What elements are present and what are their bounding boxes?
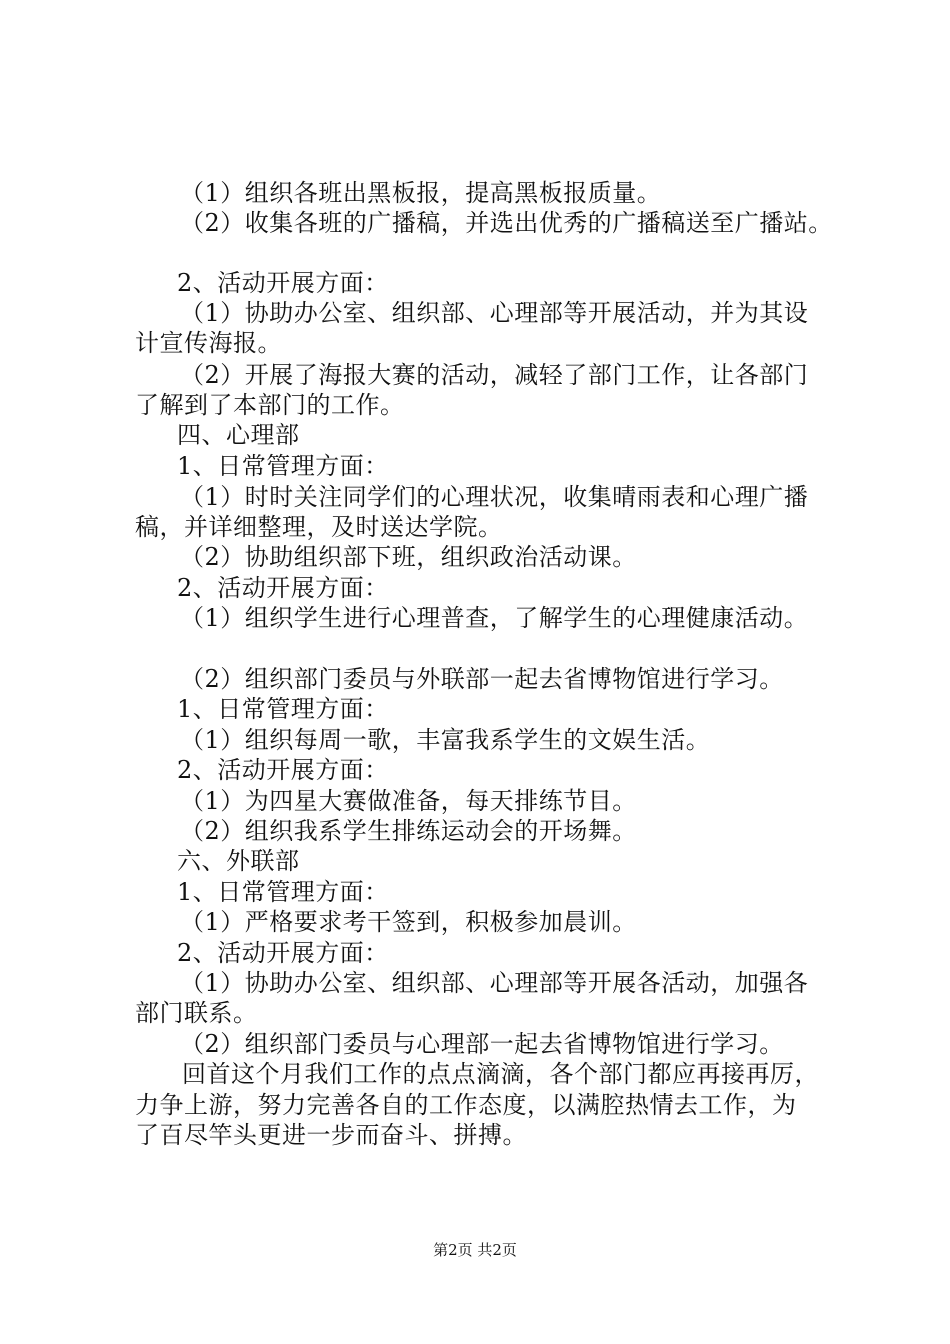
text-line: 稿，并详细整理，及时送达学院。 bbox=[135, 513, 503, 541]
text-line: （1）严格要求考干签到，积极参加晨训。 bbox=[180, 908, 637, 936]
text-line: （1）组织学生进行心理普查，了解学生的心理健康活动。 bbox=[180, 604, 809, 632]
section-heading: 四、心理部 bbox=[177, 421, 300, 449]
text-line: （1）协助办公室、组织部、心理部等开展各活动，加强各 bbox=[180, 969, 809, 997]
text-line: 回首这个月我们工作的点点滴滴，各个部门都应再接再厉， bbox=[182, 1060, 819, 1088]
text-line: （2）开展了海报大赛的活动，减轻了部门工作，让各部门 bbox=[180, 361, 809, 389]
section-subheading: 1、日常管理方面： bbox=[177, 695, 389, 723]
text-line: （1）组织每周一歌，丰富我系学生的文娱生活。 bbox=[180, 726, 711, 754]
section-subheading: 2、活动开展方面： bbox=[177, 574, 389, 602]
section-heading: 六、外联部 bbox=[177, 847, 300, 875]
section-subheading: 2、活动开展方面： bbox=[177, 756, 389, 784]
text-line: 计宣传海报。 bbox=[135, 329, 282, 357]
text-line: （1）协助办公室、组织部、心理部等开展活动，并为其设 bbox=[180, 299, 809, 327]
text-line: 部门联系。 bbox=[135, 999, 258, 1027]
section-subheading: 2、活动开展方面： bbox=[177, 939, 389, 967]
text-line: （1）组织各班出黑板报，提高黑板报质量。 bbox=[180, 179, 662, 207]
text-line: 力争上游，努力完善各自的工作态度，以满腔热情去工作，为 bbox=[135, 1091, 797, 1119]
section-subheading: 1、日常管理方面： bbox=[177, 878, 389, 906]
text-line: 了百尽竿头更进一步而奋斗、拼搏。 bbox=[135, 1121, 527, 1149]
text-line: （1）时时关注同学们的心理状况，收集晴雨表和心理广播 bbox=[180, 483, 809, 511]
text-line: （2）组织我系学生排练运动会的开场舞。 bbox=[180, 817, 637, 845]
text-line: （2）协助组织部下班，组织政治活动课。 bbox=[180, 543, 637, 571]
section-subheading: 1、日常管理方面： bbox=[177, 452, 389, 480]
page-number: 第2页 共2页 bbox=[433, 1241, 517, 1259]
text-line: （2）收集各班的广播稿，并选出优秀的广播稿送至广播站。 bbox=[180, 209, 833, 237]
text-line: （2）组织部门委员与心理部一起去省博物馆进行学习。 bbox=[180, 1030, 784, 1058]
text-line: （2）组织部门委员与外联部一起去省博物馆进行学习。 bbox=[180, 665, 784, 693]
text-line: （1）为四星大赛做准备，每天排练节目。 bbox=[180, 787, 637, 815]
section-subheading: 2、活动开展方面： bbox=[177, 269, 389, 297]
text-line: 了解到了本部门的工作。 bbox=[135, 391, 405, 419]
